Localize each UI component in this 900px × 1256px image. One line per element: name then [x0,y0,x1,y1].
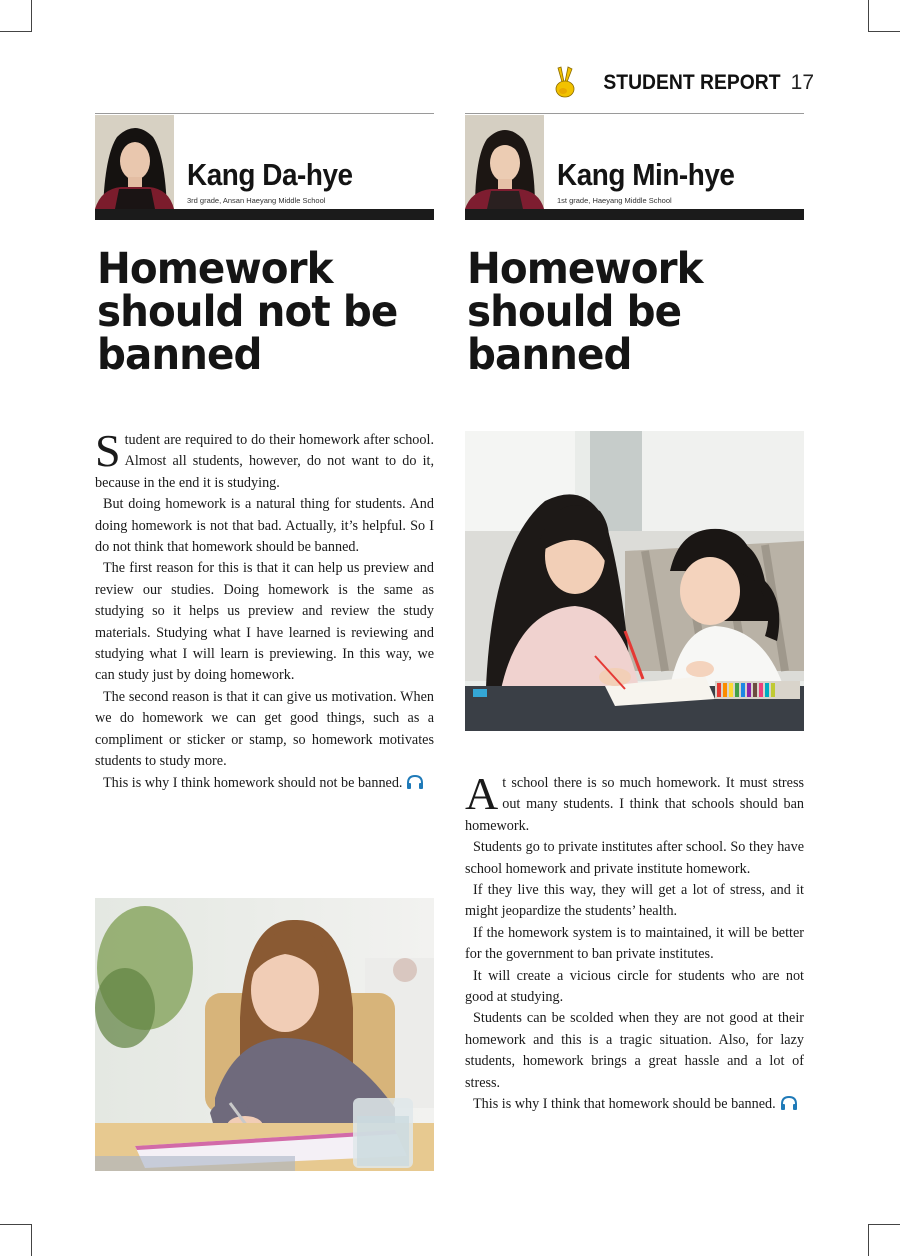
paragraph: But doing homework is a natural thing for students. And doing homework is not that bad. Actually, it’s helpful. So I do not think that homework should be banned. [95,496,434,556]
crop-mark [868,0,869,32]
paragraph: Students go to private institutes after school. So they have school homework and private institute homework. [465,839,804,877]
paragraph: If the homework system is to maintained, it will be better for the government to ban private institutes. [465,924,804,963]
paragraph: It will create a vicious circle for students who are not good at studying. [465,967,804,1006]
crop-mark [0,31,32,32]
article-headline [97,244,434,380]
headline-line: banned [467,330,632,380]
crop-mark [0,1224,32,1225]
article-headline [467,244,804,380]
headline-line: Homework [467,244,703,294]
article-right [465,113,804,1113]
article-body [95,425,434,794]
author-name: Kang Min-hye [557,157,735,192]
paragraph: Students can be scolded when they are not good at their homework and this is a tragic situation. Also, for lazy students, homework brings a great hassle and a lot of stress. [465,1010,804,1091]
author-school: 3rd grade, Ansan Haeyang Middle School [187,196,326,205]
paragraph: The first reason for this is that it can help us preview and review our studies. Doing homework is the same as studying so it helps us preview and review the study materials. Studying what I have learned is reviewing and studying what I will learn is previewing. In this way, we can study just by doing homework. [95,560,434,684]
headphones-icon [406,775,424,789]
headline-line: Homework [97,244,333,294]
section-label: STUDENT REPORT [603,71,781,94]
photo-girl-writing [95,898,434,1171]
paragraph: Student are required to do their homework after school. Almost all students, however, do not want to do it, because in the end it is studying. [95,425,434,491]
byline-rule [465,209,804,220]
victory-hand-icon [552,66,578,100]
headline-line: should be [467,287,682,337]
author-portrait [95,115,174,209]
article-body [465,768,804,1116]
article-left [95,113,434,791]
byline [95,113,434,220]
running-header [552,66,814,100]
photo-mother-daughter [465,431,804,731]
crop-mark [868,1224,900,1225]
paragraph: At school there is so much homework. It must stress out many students. I think that schools should ban homework. [465,768,804,834]
crop-mark [868,31,900,32]
headphones-icon [780,1096,798,1110]
page-number: 17 [790,71,814,94]
headline-line: should not be [97,287,398,337]
author-name: Kang Da-hye [187,157,353,192]
drop-cap: S [95,425,121,476]
paragraph: This is why I think homework should not be banned. [95,773,434,794]
headline-line: banned [97,330,262,380]
paragraph: The second reason is that it can give us motivation. When we do homework we can get good things, such as a compliment or sticker or stamp, so homework motivates students to study more. [95,688,434,770]
author-school: 1st grade, Haeyang Middle School [557,196,672,205]
crop-mark [31,0,32,32]
crop-mark [31,1224,32,1256]
paragraph: If they live this way, they will get a lot of stress, and it might jeopardize the students’ health. [465,882,804,920]
byline-rule [95,209,434,220]
crop-mark [868,1224,869,1256]
paragraph: This is why I think that homework should be banned. [465,1094,804,1115]
drop-cap: A [465,768,499,819]
author-portrait [465,115,544,209]
byline [465,113,804,220]
